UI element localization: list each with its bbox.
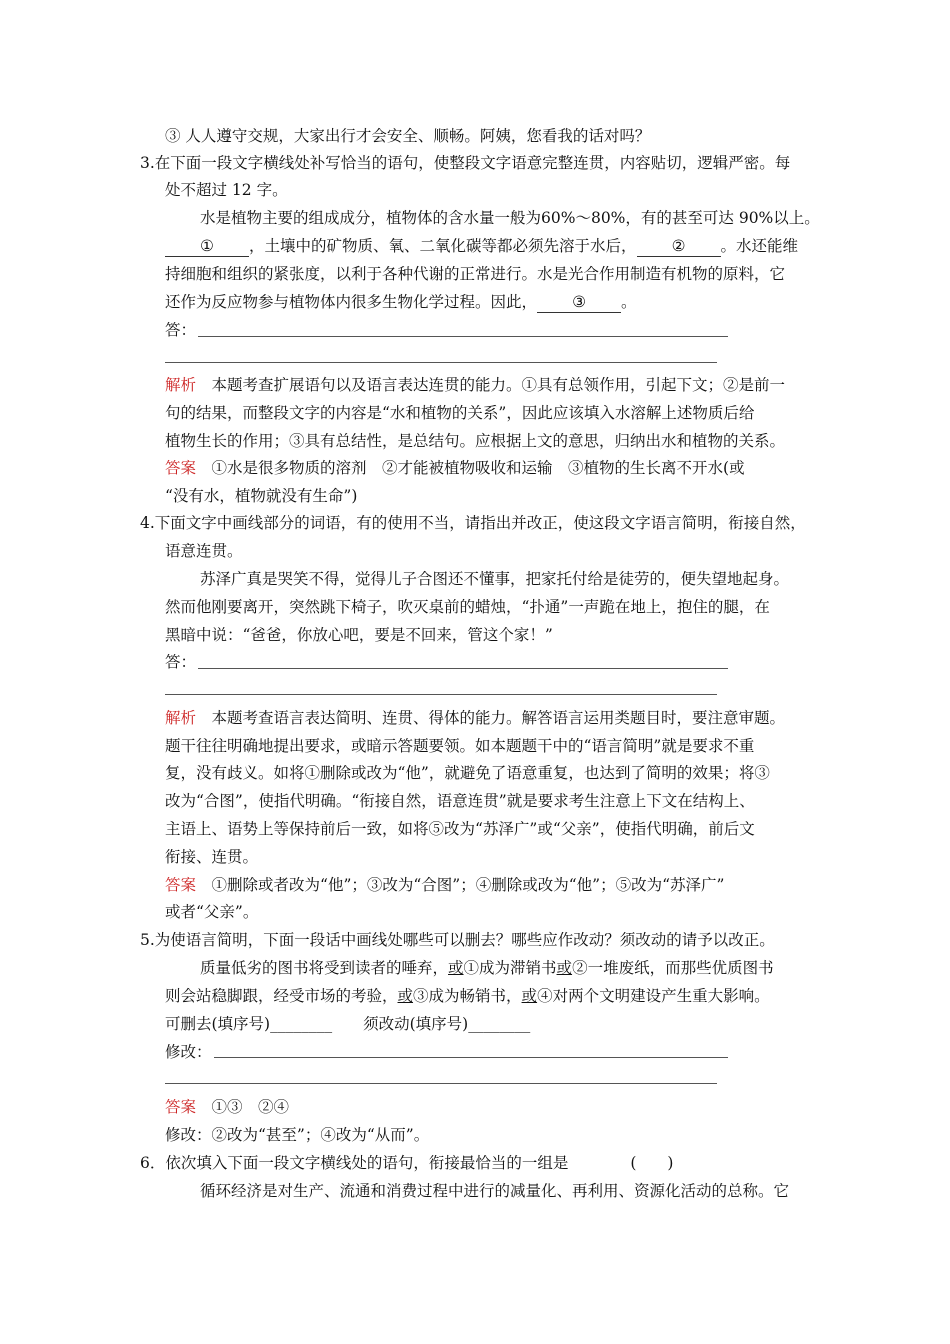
q3-answer-line-2[interactable]: [165, 362, 717, 363]
q4-stem-2: 语意连贯。: [165, 542, 243, 560]
q5-change-field[interactable]: 须改动(填序号)________: [363, 1015, 531, 1033]
q4-analysis-6: 衔接、连贯。: [165, 848, 259, 866]
q4-stem-1: 4.下面文字中画线部分的词语，有的使用不当，请指出并改正，使这段文字语言简明，衔接自然，: [140, 514, 806, 532]
q4-analysis-4: 改为“合图”，使指代明确。“衔接自然，语意连贯”就是要求考生注意上下文在结构上、: [165, 792, 755, 810]
top-line: ③ 人人遵守交规，大家出行才会安全、顺畅。阿姨，您看我的话对吗？: [165, 127, 651, 145]
q4-answer-label: 答：: [165, 653, 197, 671]
q3-stem-2: 处不超过 12 字。: [165, 181, 288, 199]
q3-passage-1: 水是植物主要的组成成分，植物体的含水量一般为60%～80%，有的甚至可达 90%以上。: [200, 209, 820, 227]
q4-key-label: 答案: [165, 876, 197, 894]
q4-analysis-label: 解析: [165, 709, 197, 727]
q5-key-1: 答案 ①③ ②④: [165, 1098, 290, 1116]
q3-key-1: 答案 ①水是很多物质的溶剂 ②才能被植物吸收和运输 ③植物的生长离不开水(或: [165, 459, 745, 477]
q3-answer-line-1[interactable]: [198, 336, 728, 337]
q3-blank-1[interactable]: ①: [165, 236, 249, 257]
q3-passage-3: 持细胞和组织的紧张度，以利于各种代谢的正常进行。水是光合作用制造有机物的原料，它: [165, 265, 786, 283]
q3-blank-3[interactable]: ③: [537, 292, 621, 313]
q6-passage-1: 循环经济是对生产、流通和消费过程中进行的减量化、再利用、资源化活动的总称。它: [200, 1182, 790, 1200]
q5-fill-line: [165, 1014, 530, 1034]
q3-stem-1: 3.在下面一段文字横线处补写恰当的语句，使整段文字语意完整连贯，内容贴切，逻辑严密。每: [140, 154, 791, 172]
q4-analysis-5: 主语上、语势上等保持前后一致，如将⑤改为“苏泽广”或“父亲”，使指代明确，前后文: [165, 820, 755, 838]
q3-blank-2[interactable]: ②: [637, 236, 721, 257]
q4-key-1: 答案 ①删除或者改为“他”；③改为“合图”；④删除或改为“他”；⑤改为“苏泽广”: [165, 876, 725, 894]
q5-passage-1: 质量低劣的图书将受到读者的唾弃，或①成为滞销书或②一堆废纸，而那些优质图书: [200, 959, 774, 977]
q3-passage-4: 还作为反应物参与植物体内很多生物化学过程。因此， ③ 。: [165, 293, 637, 311]
q6-answer-paren[interactable]: ( ): [630, 1154, 674, 1172]
q3-analysis-3: 植物生长的作用；③具有总结性，是总结句。应根据上文的意思，归纳出水和植物的关系。: [165, 432, 786, 450]
q5-stem: 5.为使语言简明，下面一段话中画线处哪些可以删去？哪些应作改动？须改动的请予以改正。: [140, 931, 775, 949]
q4-answer-line-2[interactable]: [165, 694, 717, 695]
q4-passage-1: 苏泽广真是哭笑不得，觉得儿子合图还不懂事，把家托付给是徒劳的，便失望地起身。: [200, 570, 790, 588]
q3-analysis-1: 解析 本题考查扩展语句以及语言表达连贯的能力。①具有总领作用，引起下文；②是前一: [165, 376, 786, 394]
q4-analysis-3: 复，没有歧义。如将①删除或改为“他”，就避免了语意重复，也达到了简明的效果；将③: [165, 764, 770, 782]
q6-stem: 6．依次填入下面一段文字横线处的语句，衔接最恰当的一组是 ( ): [140, 1154, 674, 1172]
q4-analysis-1: 解析 本题考查语言表达简明、连贯、得体的能力。解答语言运用类题目时，要注意审题。: [165, 709, 786, 727]
q4-analysis-2: 题干往往明确地提出要求，或暗示答题要领。如本题题干中的“语言简明”就是要求不重: [165, 737, 755, 755]
q4-key-2: 或者“父亲”。: [165, 903, 259, 921]
q3-key-label: 答案: [165, 459, 197, 477]
q5-revise-label: 修改：: [165, 1043, 212, 1061]
q3-answer-label: 答：: [165, 321, 197, 339]
q4-passage-2: 然而他刚要离开，突然跳下椅子，吹灭桌前的蜡烛，“扑通”一声跪在地上，抱住的腿，在: [165, 598, 770, 616]
q5-delete-field[interactable]: 可删去(填序号)________: [165, 1015, 333, 1033]
q3-analysis-label: 解析: [165, 376, 197, 394]
q3-key-2: “没有水，植物就没有生命”): [165, 487, 358, 505]
q5-key-2: 修改：②改为“甚至”；④改为“从而”。: [165, 1126, 430, 1144]
q5-revise-line-1[interactable]: [214, 1057, 728, 1058]
q4-passage-3: 黑暗中说：“爸爸，你放心吧，要是不回来，管这个家！”: [165, 626, 553, 644]
q5-key-label: 答案: [165, 1098, 197, 1116]
q3-analysis-2: 句的结果，而整段文字的内容是“水和植物的关系”，因此应该填入水溶解上述物质后给: [165, 404, 755, 422]
q3-passage-2: ① ，土壤中的矿物质、氧、二氧化碳等都必须先溶于水后， ② 。水还能维: [165, 236, 798, 257]
q4-answer-line-1[interactable]: [198, 668, 728, 669]
q5-passage-2: 则会站稳脚跟，经受市场的考验，或③成为畅销书，或④对两个文明建设产生重大影响。: [165, 987, 770, 1005]
q5-revise-line-2[interactable]: [165, 1083, 717, 1084]
